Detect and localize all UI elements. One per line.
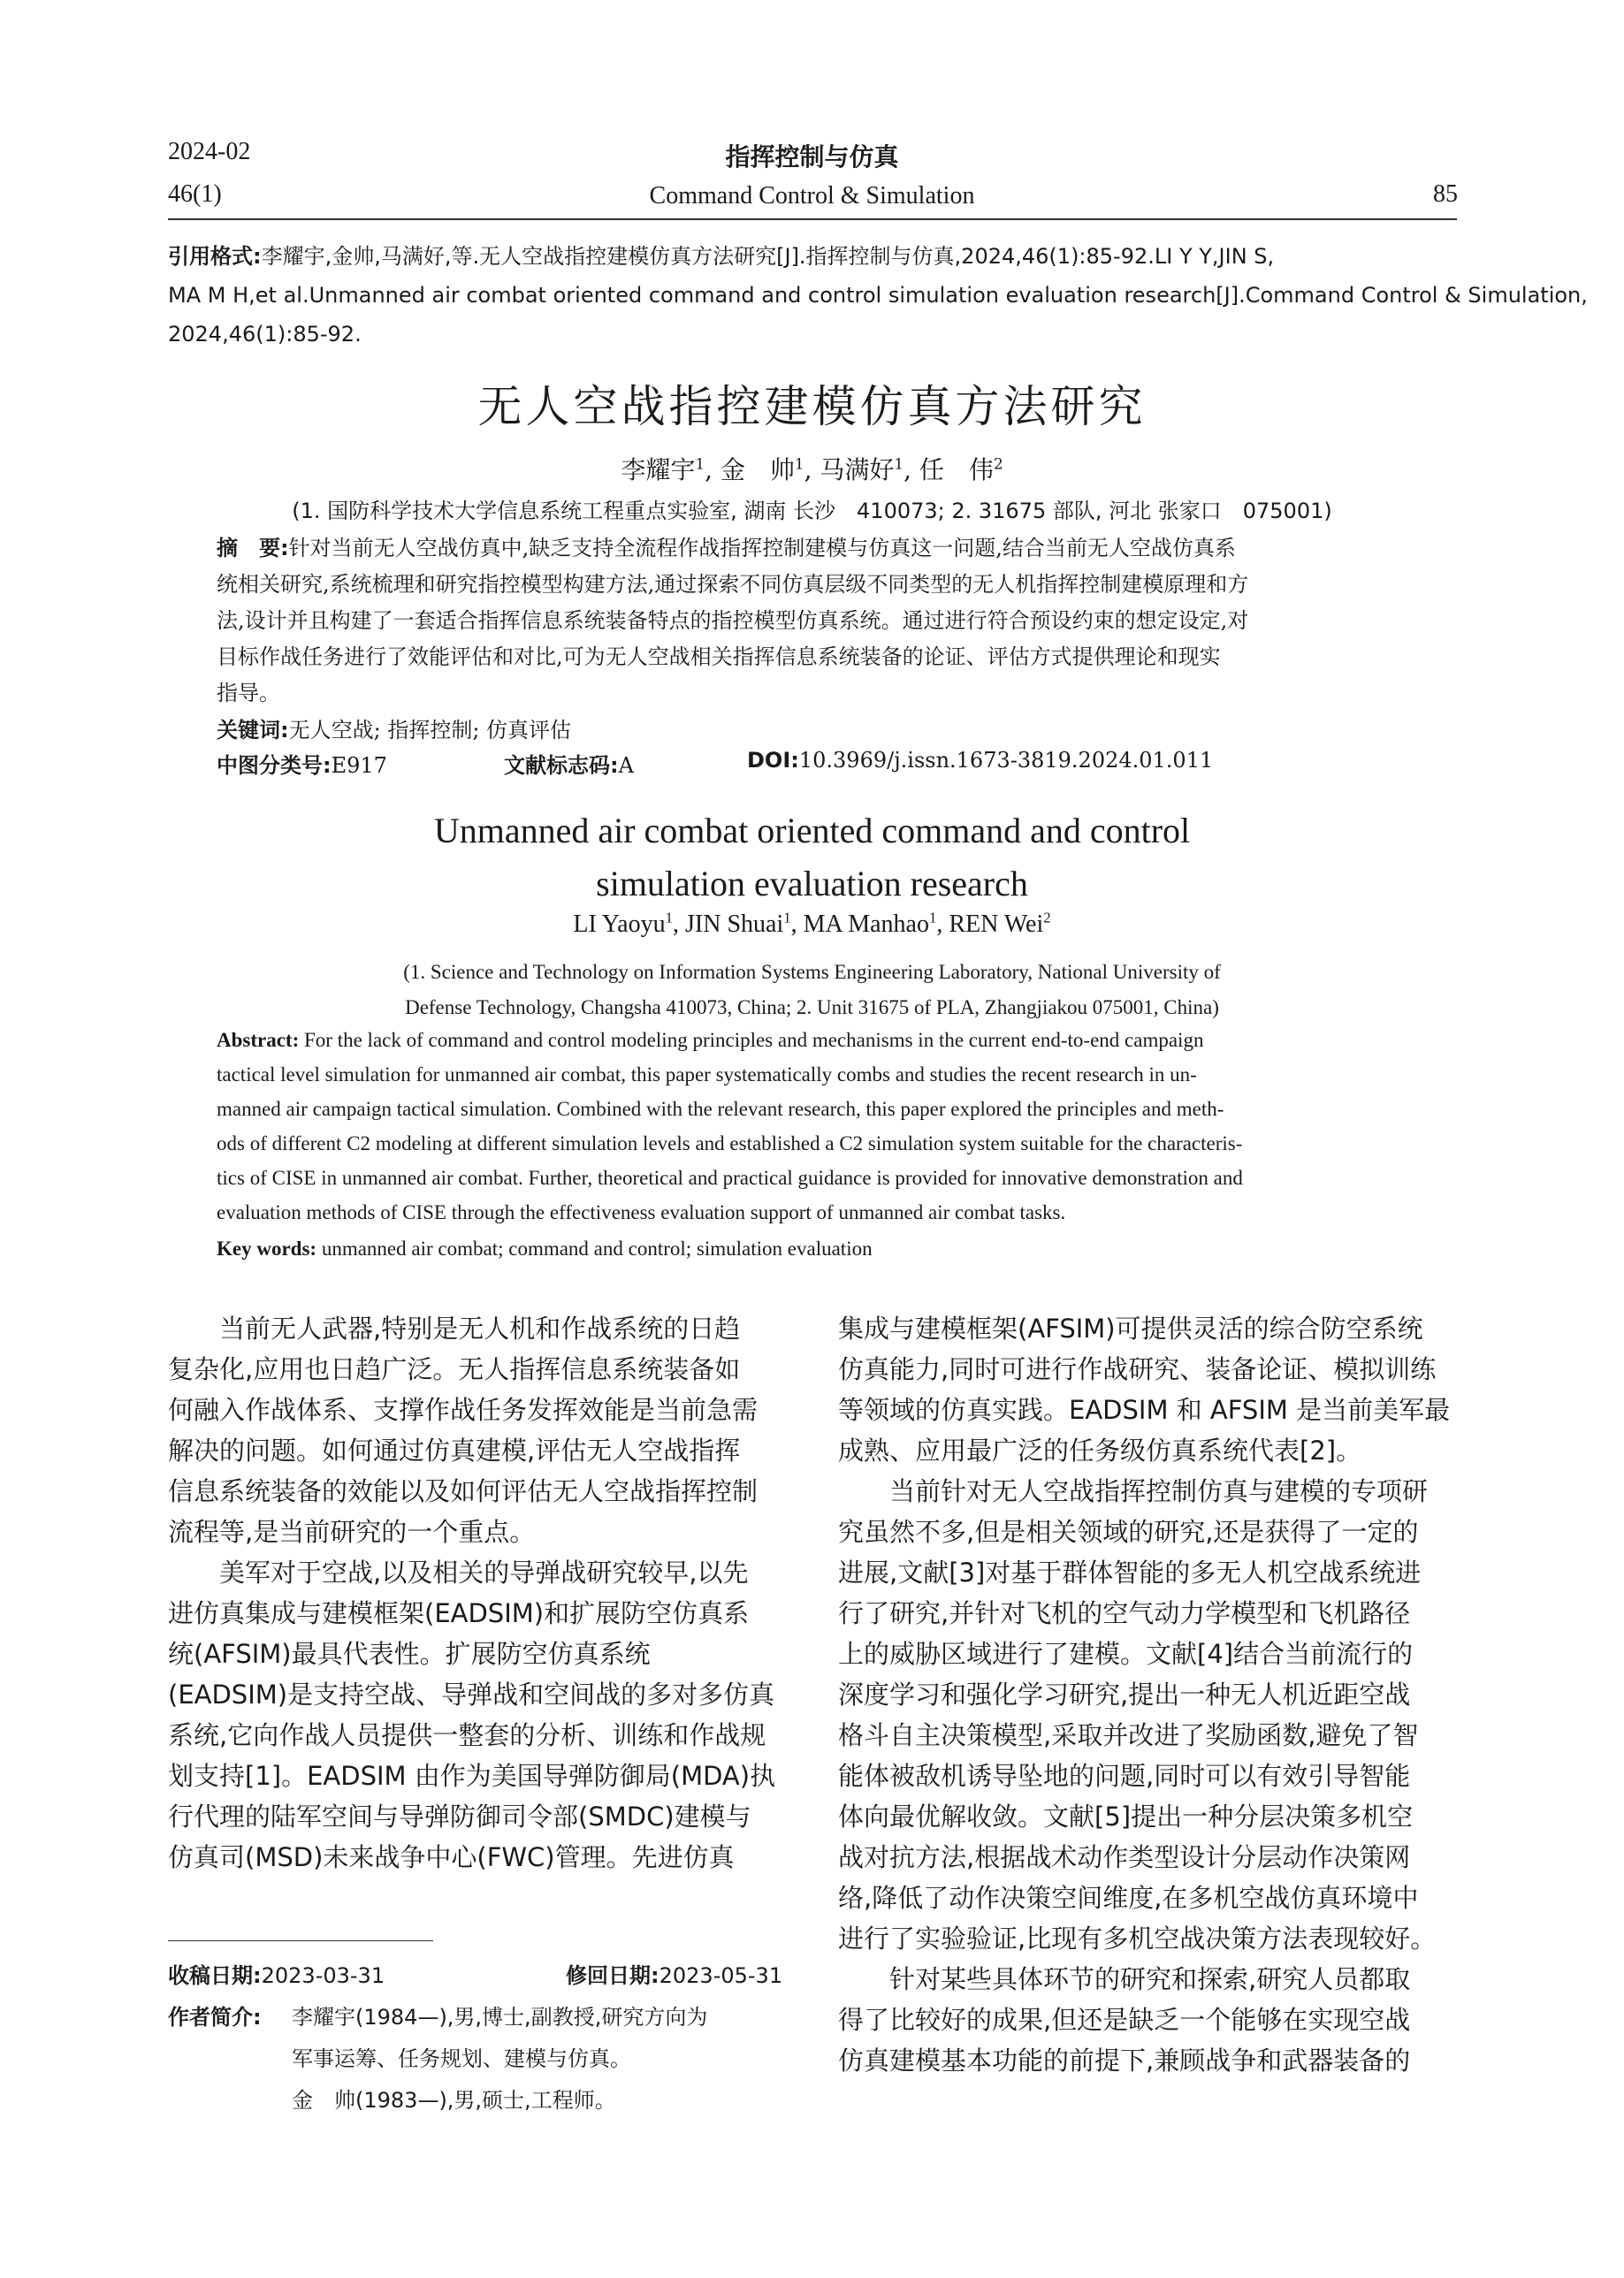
- author-affil-mark: 1: [894, 454, 904, 473]
- affiliation-cn: (1. 国防科学技术大学信息系统工程重点实验室, 湖南 长沙 410073; 2. 31675 部队, 河北 张家口 075001): [292, 499, 1332, 523]
- received-label: 收稿日期:: [168, 1963, 262, 1988]
- body-text-line: 何融入作战体系、支撑作战任务发挥效能是当前急需: [168, 1395, 759, 1425]
- author-name: JIN Shuai: [685, 910, 784, 938]
- body-text-line: 当前无人武器,特别是无人机和作战系统的日趋: [168, 1314, 741, 1344]
- journal-name-cn: 指挥控制与仿真: [725, 142, 899, 171]
- clc-code: [217, 748, 387, 779]
- abstract-en-line: ods of different C2 modeling at different simulation levels and established a C2 simulation system suitable for the characteris-: [217, 1132, 1243, 1154]
- affiliation-en-line: (1. Science and Technology on Information Systems Engineering Laboratory, National University of: [403, 961, 1221, 983]
- keywords-en-label: Key words:: [217, 1238, 317, 1260]
- page-number: 85: [1433, 180, 1458, 208]
- body-text-line: (EADSIM)是支持空战、导弹战和空间战的多对多仿真: [168, 1680, 775, 1710]
- abstract-en-line: evaluation methods of CISE through the effectiveness evaluation support of unmanned air combat tasks.: [217, 1201, 1066, 1223]
- citation-block: [168, 237, 1588, 354]
- abstract-cn-line: 指导。: [217, 681, 280, 705]
- author-name: 任 伟: [919, 455, 994, 484]
- author-affil-mark: 1: [695, 454, 705, 473]
- abstract-en-line: manned air campaign tactical simulation. Combined with the relevant research, this paper explored the principles and meth-: [217, 1098, 1224, 1120]
- body-text-line: 行了研究,并针对飞机的空气动力学模型和飞机路径: [838, 1598, 1411, 1628]
- title-en-line: simulation evaluation research: [596, 864, 1028, 903]
- citation-label: 引用格式:: [168, 244, 262, 269]
- body-text-line: 能体被敌机诱导坠地的问题,同时可以有效引导智能: [838, 1761, 1411, 1791]
- author-affil-mark: 2: [1043, 909, 1051, 926]
- abstract-cn: [217, 530, 1419, 712]
- author-bio-line: 李耀宇(1984—),男,博士,副教授,研究方向为: [292, 2005, 708, 2030]
- author-affil-mark: 1: [928, 909, 937, 926]
- doi-label: DOI:: [747, 748, 799, 773]
- body-text-line: 信息系统装备的效能以及如何评估无人空战指挥控制: [168, 1476, 759, 1506]
- body-text-line: 体向最优解收敛。文献[5]提出一种分层决策多机空: [838, 1802, 1414, 1832]
- body-text-line: 深度学习和强化学习研究,提出一种无人机近距空战: [838, 1680, 1411, 1710]
- author-affil-mark: 1: [794, 454, 804, 473]
- doi: [747, 748, 1213, 773]
- keywords-en-value: unmanned air combat; command and control; simulation evaluation: [316, 1238, 873, 1260]
- body-text-line: 进行了实验验证,比现有多机空战决策方法表现较好。: [838, 1924, 1437, 1954]
- author-affil-mark: 1: [665, 909, 673, 926]
- abstract-cn-line: 统相关研究,系统梳理和研究指控模型构建方法,通过探索不同仿真层级不同类型的无人机指挥控制建模原理和方: [217, 572, 1249, 597]
- author-bio-label: 作者简介:: [168, 2005, 262, 2030]
- body-text-line: 成熟、应用最广泛的任务级仿真系统代表[2]。: [838, 1436, 1362, 1466]
- authors-cn: 李耀宇$^1$, 金 帅$^1$, 马满好$^1$, 任 伟$^2$: [621, 454, 1003, 484]
- body-text-line: 上的威胁区域进行了建模。文献[4]结合当前流行的: [838, 1639, 1414, 1669]
- affiliation-en: [0, 955, 1624, 1025]
- body-text-line: 复杂化,应用也日趋广泛。无人指挥信息系统装备如: [168, 1354, 741, 1384]
- author-affil-mark: 2: [993, 454, 1003, 473]
- author-name: LI Yaoyu: [573, 910, 666, 938]
- body-text-line: 仿真建模基本功能的前提下,兼顾战争和武器装备的: [838, 2046, 1411, 2076]
- author-name: 李耀宇: [621, 455, 696, 484]
- affiliation-en-line: Defense Technology, Changsha 410073, China; 2. Unit 31675 of PLA, Zhangjiakou 075001, China): [405, 996, 1219, 1018]
- body-text-line: 划支持[1]。EADSIM 由作为美国导弹防御局(MDA)执: [168, 1761, 776, 1791]
- title-cn: 无人空战指控建模仿真方法研究: [477, 381, 1147, 432]
- author-name: REN Wei: [949, 910, 1044, 938]
- body-text-line: 集成与建模框架(AFSIM)可提供灵活的综合防空系统: [838, 1314, 1423, 1344]
- header-rule: [168, 218, 1457, 220]
- authors-en: LI Yaoyu$^1$, JIN Shuai$^1$, MA Manhao$^1$, REN Wei$^2$: [573, 909, 1051, 938]
- abstract-en-label: Abstract:: [217, 1029, 300, 1051]
- classification-row: [217, 748, 1366, 778]
- received-value: 2023-03-31: [261, 1963, 385, 1988]
- author-name: 金 帅: [720, 455, 795, 484]
- body-text-line: 行代理的陆军空间与导弹防御司令部(SMDC)建模与: [168, 1802, 751, 1832]
- body-text-line: 系统,它向作战人员提供一整套的分析、训练和作战规: [168, 1720, 766, 1750]
- body-text-line: 流程等,是当前研究的一个重点。: [168, 1517, 536, 1547]
- doc-code-value: A: [618, 753, 634, 778]
- keywords-en: [217, 1238, 873, 1261]
- citation-line: 2024,46(1):85-92.: [168, 322, 362, 347]
- body-text-line: 当前针对无人空战指挥控制仿真与建模的专项研: [838, 1476, 1429, 1506]
- body-text-line: 进展,文献[3]对基于群体智能的多无人机空战系统进: [838, 1558, 1422, 1588]
- doc-code-label: 文献标志码:: [504, 753, 619, 778]
- author-bio-line: 军事运筹、任务规划、建模与仿真。: [292, 2046, 631, 2071]
- keywords-cn-label: 关键词:: [217, 718, 289, 743]
- doi-value: 10.3969/j.issn.1673-3819.2024.01.011: [798, 748, 1214, 773]
- keywords-cn: [217, 712, 571, 743]
- abstract-cn-line: 针对当前无人空战仿真中,缺乏支持全流程作战指挥控制建模与仿真这一问题,结合当前无人空战仿真系: [288, 536, 1236, 560]
- revised-date: [566, 1958, 782, 1989]
- abstract-cn-line: 目标作战任务进行了效能评估和对比,可为无人空战相关指挥信息系统装备的论证、评估方式提供理论和现实: [217, 644, 1221, 669]
- author-affil-mark: 1: [783, 909, 791, 926]
- body-text-line: 仿真能力,同时可进行作战研究、装备论证、模拟训练: [838, 1354, 1437, 1384]
- body-text-line: 等领域的仿真实践。EADSIM 和 AFSIM 是当前美军最: [838, 1395, 1451, 1425]
- abstract-en-line: For the lack of command and control modeling principles and mechanisms in the current end-to-end campaign: [299, 1029, 1204, 1051]
- revised-value: 2023-05-31: [659, 1963, 783, 1988]
- issue-volume: 46(1): [168, 180, 222, 208]
- body-text-line: 美军对于空战,以及相关的导弹战研究较早,以先: [168, 1558, 749, 1588]
- body-text-line: 仿真司(MSD)未来战争中心(FWC)管理。先进仿真: [168, 1842, 735, 1872]
- body-text-line: 解决的问题。如何通过仿真建模,评估无人空战指挥: [168, 1436, 741, 1466]
- abstract-cn-label: 摘 要:: [217, 536, 289, 560]
- abstract-en: [217, 1023, 1419, 1230]
- author-name: 马满好: [820, 455, 895, 484]
- body-column-left: [168, 1308, 791, 1878]
- body-text-line: 格斗自主决策模型,采取并改进了奖励函数,避免了智: [838, 1720, 1419, 1750]
- body-text-line: 针对某些具体环节的研究和探索,研究人员都取: [838, 1964, 1411, 1994]
- revised-label: 修回日期:: [566, 1963, 660, 1988]
- body-text-line: 统(AFSIM)最具代表性。扩展防空仿真系统: [168, 1639, 651, 1669]
- abstract-en-line: tactical level simulation for unmanned air combat, this paper systematically combs and studies the recent research in un-: [217, 1063, 1197, 1086]
- body-text-line: 究虽然不多,但是相关领域的研究,还是获得了一定的: [838, 1517, 1419, 1547]
- title-en-line: Unmanned air combat oriented command and control: [433, 811, 1191, 850]
- abstract-en-line: tics of CISE in unmanned air combat. Further, theoretical and practical guidance is provided for innovative demonstration and: [217, 1167, 1243, 1189]
- author-name: MA Manhao: [803, 910, 929, 938]
- body-text-line: 进仿真集成与建模框架(EADSIM)和扩展防空仿真系: [168, 1598, 750, 1628]
- journal-name-en: Command Control & Simulation: [649, 182, 975, 210]
- document-code: [504, 748, 634, 779]
- issue-date: 2024-02: [168, 138, 251, 165]
- citation-line: MA M H,et al.Unmanned air combat oriented command and control simulation evaluation research[J].Command Control & Simulation,: [168, 283, 1588, 308]
- body-text-line: 得了比较好的成果,但还是缺乏一个能够在实现空战: [838, 2005, 1411, 2035]
- body-column-right: [838, 1308, 1461, 2081]
- citation-line: 李耀宇,金帅,马满好,等.无人空战指控建模仿真方法研究[J].指挥控制与仿真,2024,46(1):85-92.LI Y Y,JIN S,: [261, 244, 1275, 269]
- author-bio-line: 金 帅(1983—),男,硕士,工程师。: [292, 2088, 616, 2113]
- clc-value: E917: [331, 753, 387, 778]
- footnote-rule: [168, 1940, 433, 1941]
- keywords-cn-value: 无人空战; 指挥控制; 仿真评估: [288, 718, 572, 743]
- body-text-line: 战对抗方法,根据战术动作类型设计分层动作决策网: [838, 1842, 1411, 1872]
- title-en: [0, 804, 1624, 910]
- clc-label: 中图分类号:: [217, 753, 332, 778]
- abstract-cn-line: 法,设计并且构建了一套适合指挥信息系统装备特点的指控模型仿真系统。通过进行符合预设约束的想定设定,对: [217, 608, 1249, 633]
- received-date: [168, 1958, 385, 1989]
- body-text-line: 络,降低了动作决策空间维度,在多机空战仿真环境中: [838, 1883, 1419, 1913]
